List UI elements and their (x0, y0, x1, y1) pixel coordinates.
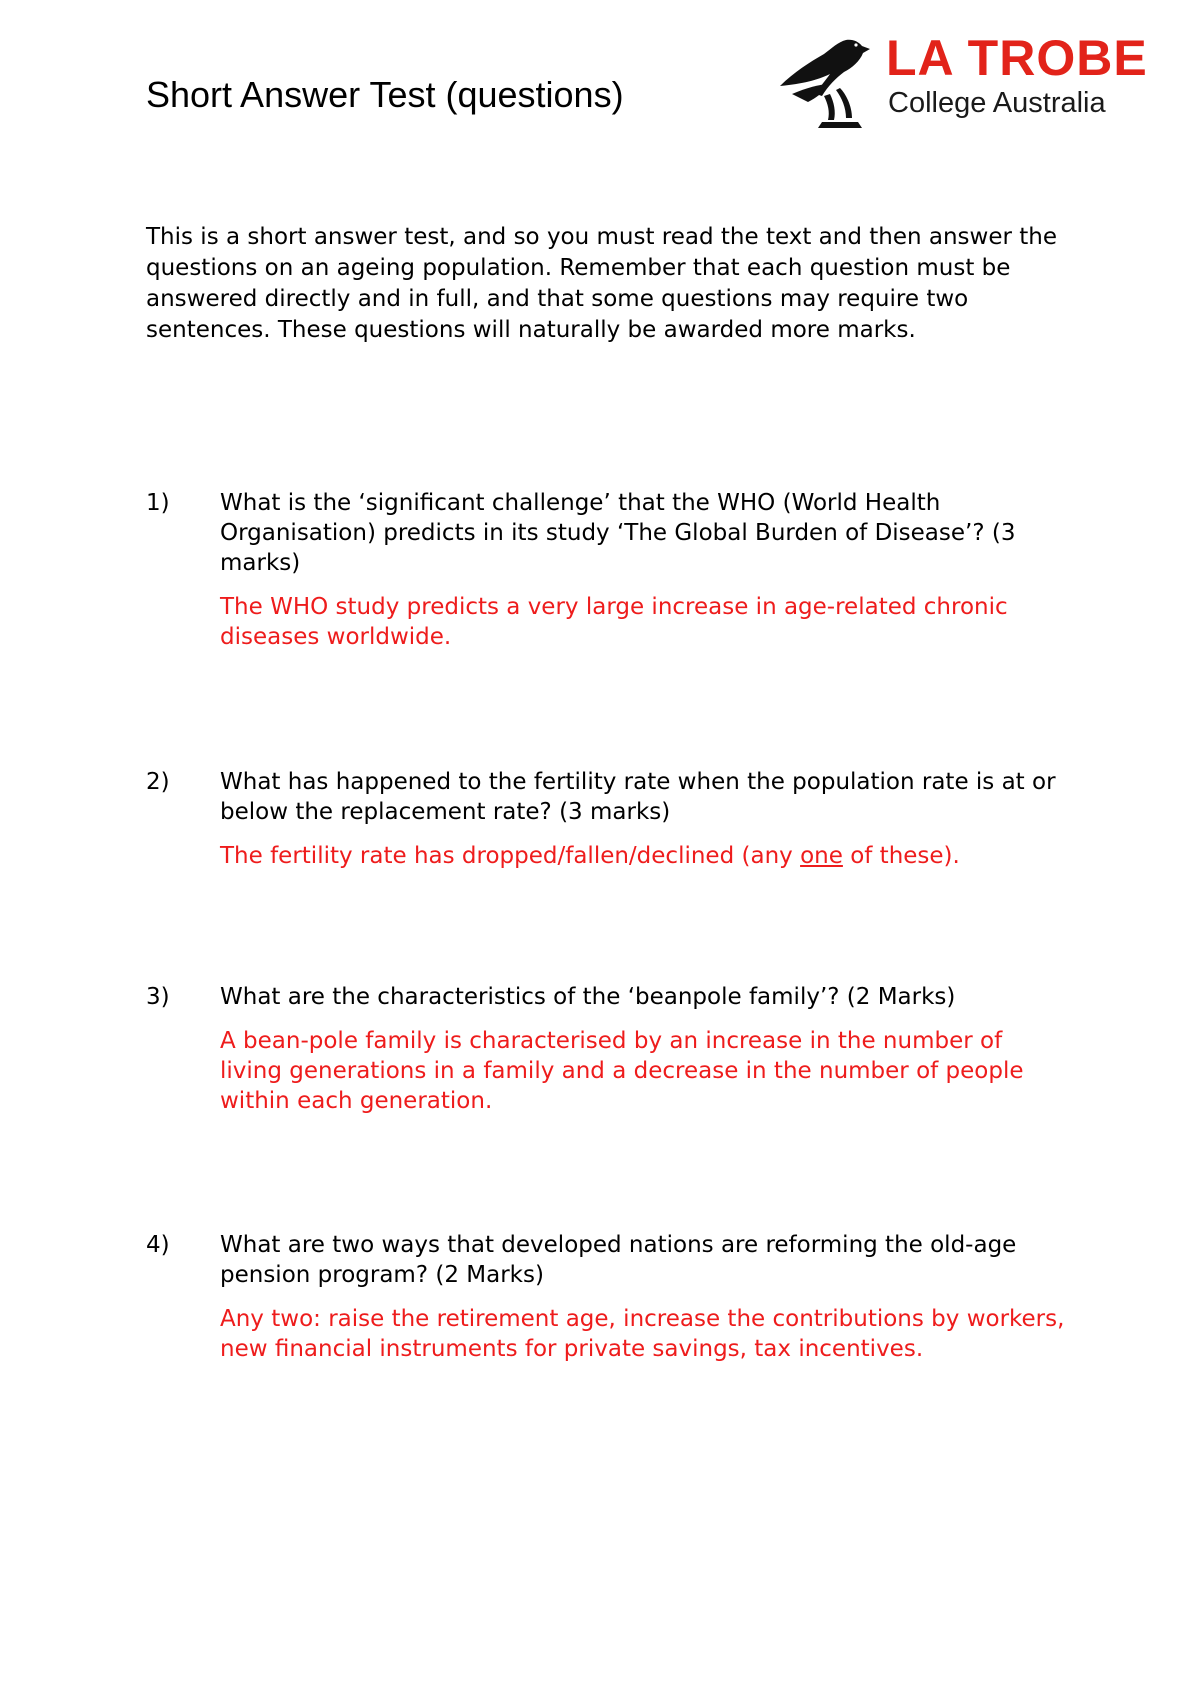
answer-text: A bean-pole family is characterised by an increase in the number of living generations in a family and a decrease in the number of people within each generation. (220, 1028, 1024, 1114)
answer-text: Any two: raise the retirement age, increase the contributions by workers, new financial instruments for private savings, tax incentives. (220, 1306, 1065, 1362)
intro-paragraph: This is a short answer test, and so you must read the text and then answer the questions on an ageing population. Remember that each question must be answered directly and in full, and that some questions may require two sentences. These questions will naturally be awarded more marks. (146, 224, 1058, 343)
logo-wordmark: LA TROBE (886, 30, 1148, 86)
question-number: 3) (146, 984, 170, 1010)
eagle-icon (772, 32, 882, 134)
answer-text: The WHO study predicts a very large increase in age-related chronic diseases worldwide. (220, 594, 1008, 650)
question-text: What are two ways that developed nations are reforming the old-age pension program? (2 Marks) (220, 1232, 1017, 1288)
question-text: What has happened to the fertility rate when the population rate is at or below the replacement rate? (3 marks) (220, 769, 1056, 825)
question-text: What are the characteristics of the ‘beanpole family’? (2 Marks) (220, 984, 956, 1010)
answer-underlined-word: one (800, 843, 843, 869)
question-text: What is the ‘significant challenge’ that the WHO (World Health Organisation) predicts in its study ‘The Global Burden of Disease’? (3 marks) (220, 490, 1016, 576)
logo-subtitle: College Australia (888, 87, 1106, 119)
question-3 (146, 982, 1066, 1116)
question-number: 4) (146, 1232, 170, 1258)
page-title: Short Answer Test (questions) (146, 74, 624, 115)
question-2 (146, 767, 1066, 871)
answer-text-start: The fertility rate has dropped/fallen/declined (any (220, 843, 801, 869)
question-1 (146, 488, 1066, 652)
question-number: 1) (146, 490, 170, 516)
answer-text-end: of these). (842, 843, 960, 869)
question-4 (146, 1230, 1066, 1364)
answer-text (220, 841, 1066, 871)
question-number: 2) (146, 769, 170, 795)
la-trobe-logo (760, 26, 1190, 144)
